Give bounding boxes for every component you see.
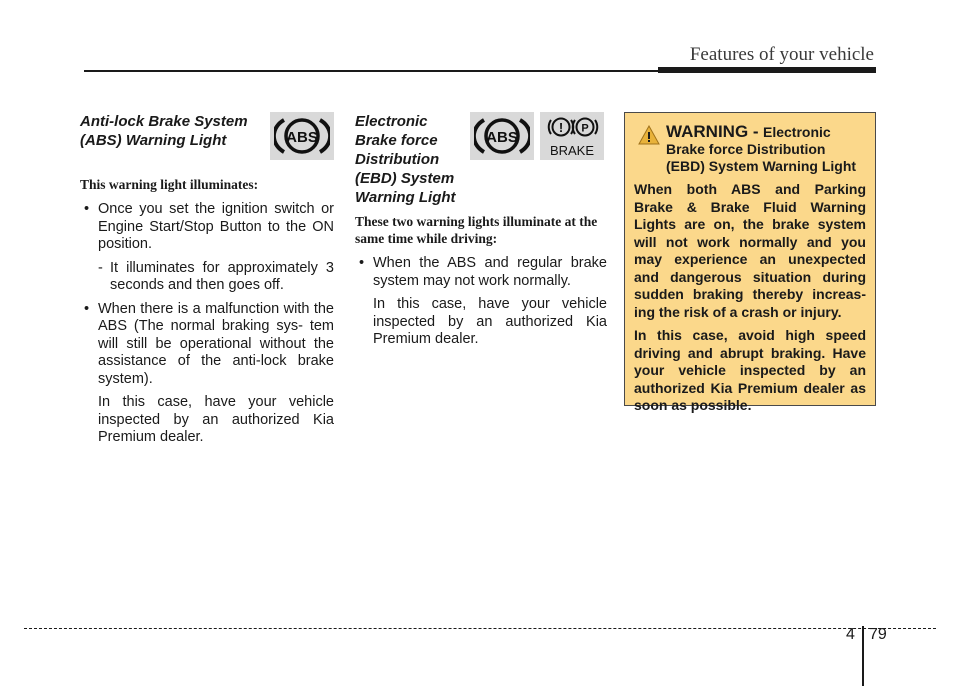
warning-box bbox=[624, 112, 876, 413]
warning-paragraph: In this case, avoid high speed driving and abrupt braking. Have your vehicle inspected by an authorized Kia Premium dealer as soon as possible. bbox=[634, 327, 866, 413]
abs-subitem-text: It illuminates for approximately 3 seconds and then goes off. bbox=[110, 259, 334, 293]
abs-warning-icon bbox=[270, 112, 334, 160]
footer-rule bbox=[24, 628, 936, 629]
abs-bullet-text: Once you set the ignition switch or Engine Start/Stop Button to the ON position. bbox=[98, 201, 334, 252]
header-rule-accent bbox=[658, 67, 876, 73]
chapter-number: 4 bbox=[846, 626, 855, 643]
abs-icon-graphic bbox=[274, 115, 330, 157]
warning-title-line: Brake force Distribution bbox=[666, 141, 826, 157]
page-number: 79 bbox=[869, 626, 887, 643]
abs-section bbox=[80, 112, 334, 453]
ebd-bullet: • When the ABS and regular brake system may not work normally. bbox=[359, 255, 607, 289]
brake-warning-icon bbox=[540, 112, 604, 160]
abs-bullet: • When there is a malfunction with the ABS (The normal braking sys- tem will still be operational without the assistance of the anti-lock brake system). bbox=[84, 300, 334, 387]
ebd-heading-line: (EBD) System bbox=[355, 170, 455, 187]
warning-paragraph: When both ABS and Parking Brake & Brake Fluid Warning Lights are on, the brake system will not work normally and you may experience an unexpected and dangerous situation during sudden braking thereby increas- ing the risk of a crash or injury. bbox=[634, 181, 866, 320]
abs-lead-text: This warning light illuminates: bbox=[80, 177, 259, 192]
abs-bullet-text: When there is a malfunction with the ABS (The normal braking sys- tem will still be operational without the assistance of the anti-lock brake system). bbox=[98, 300, 334, 387]
ebd-bullet-text: When the ABS and regular brake system may not work normally. bbox=[373, 255, 607, 289]
page-number-divider bbox=[862, 626, 864, 686]
ebd-abs-icon bbox=[470, 112, 534, 160]
warning-label: WARNING - bbox=[666, 122, 759, 141]
svg-text:ABS: ABS bbox=[486, 129, 518, 146]
abs-heading-line: Anti-lock Brake System bbox=[80, 113, 248, 130]
svg-text:P: P bbox=[581, 122, 589, 135]
warning-title-line: Electronic bbox=[763, 124, 831, 140]
svg-text:BRAKE: BRAKE bbox=[549, 143, 595, 158]
ebd-heading-line: Electronic bbox=[355, 113, 428, 130]
warning-title bbox=[666, 123, 856, 175]
warning-title-line: (EBD) System Warning Light bbox=[666, 158, 857, 174]
abs-subitem: - It illuminates for approximately 3 seconds and then goes off. bbox=[98, 259, 334, 293]
ebd-lead-text: These two warning lights illuminate at the same time while driving: bbox=[355, 214, 598, 246]
abs-bullet: • Once you set the ignition switch or Engine Start/Stop Button to the ON position. bbox=[84, 201, 334, 252]
ebd-heading-line: Brake force bbox=[355, 132, 438, 149]
warning-header bbox=[634, 123, 866, 175]
brake-icon-graphic bbox=[540, 112, 604, 160]
ebd-paragraph: In this case, have your vehicle inspected by an authorized Kia Premium dealer. bbox=[373, 296, 607, 347]
svg-text:ABS: ABS bbox=[286, 129, 318, 146]
warning-triangle-icon bbox=[638, 125, 660, 145]
abs-paragraph: In this case, have your vehicle inspected by an authorized Kia Premium dealer. bbox=[98, 394, 334, 445]
page-header-title: Features of your vehicle bbox=[689, 44, 874, 65]
abs-icon-graphic bbox=[474, 115, 530, 157]
svg-text:!: ! bbox=[558, 120, 564, 135]
ebd-heading-line: Warning Light bbox=[355, 189, 456, 206]
ebd-heading-line: Distribution bbox=[355, 151, 440, 168]
abs-heading-line: (ABS) Warning Light bbox=[80, 132, 227, 149]
